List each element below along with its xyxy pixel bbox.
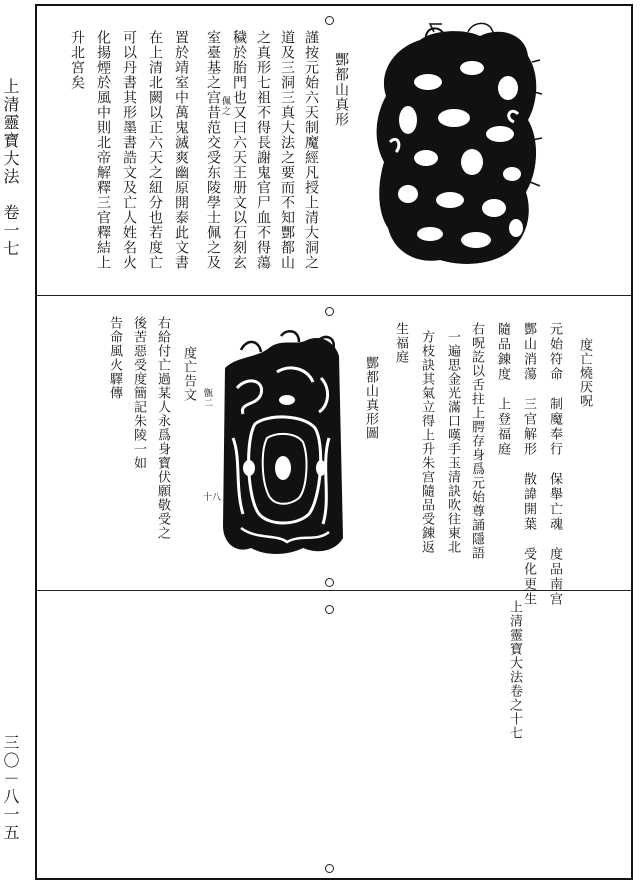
text-column: 右給付亡過某人永爲身寶伏願敬受之 xyxy=(155,316,170,540)
binding-hole-2 xyxy=(325,307,334,316)
text-column: 升北宮矣 xyxy=(69,30,85,90)
talisman-bottom-label: 十八 xyxy=(203,493,222,503)
heading-fengdu-true-form: 酆都山真形 xyxy=(333,52,349,127)
text-column: 一遍思金光滿口嘆手玉清訣吹往東北 xyxy=(445,330,460,554)
text-column: 元始符命 制魔奉行 保舉亡魂 度品南宫 xyxy=(547,322,562,607)
binding-hole-1 xyxy=(325,16,334,25)
text-column: 謹按元始六天制魔經凡授上清大洞之 xyxy=(303,30,319,270)
text-column: 置於靖室中萬鬼滅爽幽原開泰此文書 xyxy=(173,30,189,270)
text-column: 化揚煙於風中則北帝解釋三官釋結上 xyxy=(95,30,111,270)
talisman-side-label: 甑二 xyxy=(202,388,212,408)
text-column: 告命風火驛傳 xyxy=(107,316,122,400)
figure-title-fengdu-diagram: 酆都山真形圖 xyxy=(363,356,378,440)
text-column: 酆山消蕩 三官解形 散諱開葉 受化更生 xyxy=(521,322,536,607)
margin-page-number: 三〇－八一五 xyxy=(1,734,20,842)
incantation-heading: 度亡燒厌呪 xyxy=(577,338,592,408)
binding-hole-5 xyxy=(325,864,334,873)
mountain-true-form-figure xyxy=(368,22,548,272)
text-column: 右呪訖以舌拄上腭存身爲元始尊誦隱語 xyxy=(469,322,484,560)
text-column: 方枝訣其氣立得上升朱宫隨品受錬返 xyxy=(419,330,434,554)
binding-hole-4 xyxy=(325,605,334,614)
text-column: 生福庭 xyxy=(393,322,408,364)
text-column: 穢於胎門也又曰六天王册文以石刻玄 xyxy=(231,30,247,270)
section-divider-bottom xyxy=(37,590,631,591)
margin-title: 上清靈寶大法 卷一七 xyxy=(1,78,20,258)
announcement-heading: 度亡告文 xyxy=(181,346,196,402)
text-column: 室臺基之宫昔范交受东陵學士佩之及 xyxy=(205,30,221,270)
small-note: 佩之 xyxy=(220,96,230,116)
talisman-figure xyxy=(217,328,347,558)
text-column: 可以丹書其形墨書誥文及亡人姓名火 xyxy=(121,30,137,270)
colophon: 上清靈寶大法卷之十七 xyxy=(507,600,522,740)
text-column: 之真形七祖不得長謝鬼官尸血不得蕩 xyxy=(255,30,271,270)
text-column: 道及三洞三真大法之要而不知酆都山 xyxy=(279,30,295,270)
text-column: 在上清北闕以正六天之紐分也若度亡 xyxy=(147,30,163,270)
text-column: 後苦惡受度簡記朱陵一如 xyxy=(131,316,146,470)
text-column: 隨品錬度 上登福庭 xyxy=(495,322,510,457)
binding-hole-3 xyxy=(325,578,334,587)
section-divider-top xyxy=(37,295,631,296)
